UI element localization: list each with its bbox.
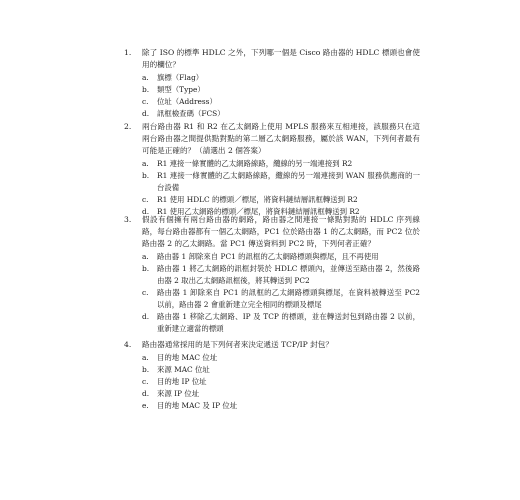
question-4 xyxy=(124,339,420,412)
option-letter: a. xyxy=(142,252,149,261)
options-list xyxy=(142,352,420,412)
option-text: 路由器 1 將乙太網路的訊框封裝於 HDLC 標頭內，並傳送至路由器 2，然後路由器 2 取出乙太網路訊框後，將其轉送到 PC2 xyxy=(157,264,420,285)
option-item xyxy=(142,388,420,400)
option-letter: a. xyxy=(142,73,149,82)
option-item xyxy=(142,364,420,376)
option-text: R1 連接一條實體的乙太網路線路，纜線的另一端連接到 WAN 服務供應商的一台設備 xyxy=(157,171,420,192)
option-text: 目的地 MAC 位址 xyxy=(157,353,218,362)
option-letter: d. xyxy=(142,109,150,118)
option-text: R1 使用乙太網路的標頭／標尾，將資料鏈結層訊框轉送到 R2 xyxy=(157,207,360,216)
option-item xyxy=(142,170,420,194)
option-item xyxy=(142,194,420,206)
question-3 xyxy=(124,214,420,335)
question-number: 2. xyxy=(124,122,132,131)
option-item xyxy=(142,352,420,364)
option-text: 路由器 1 卸除來自 PC1 的訊框的乙太網路標頭與標尾，且不再使用 xyxy=(157,252,379,261)
option-text: R1 使用 HDLC 的標頭／標尾，將資料鏈結層訊框轉送到 R2 xyxy=(157,195,358,204)
option-item xyxy=(142,108,420,120)
question-1 xyxy=(124,47,420,120)
option-letter: b. xyxy=(142,171,150,180)
option-text: 路由器 1 移除乙太網路、IP 及 TCP 的標頭，並在轉送封包到路由器 2 以前，重新建立適當的標頭 xyxy=(157,312,420,333)
option-text: 來源 MAC 位址 xyxy=(157,365,210,374)
option-text: 目的地 IP 位址 xyxy=(157,377,207,386)
option-letter: b. xyxy=(142,85,150,94)
option-item xyxy=(142,84,420,96)
option-text: 來源 IP 位址 xyxy=(157,389,200,398)
options-list xyxy=(142,72,420,120)
options-list xyxy=(142,251,420,335)
option-text: 位址（Address） xyxy=(157,97,217,106)
option-text: R1 連接一條實體的乙太網路線路，纜線的另一端連接到 R2 xyxy=(157,159,353,168)
option-letter: a. xyxy=(142,353,149,362)
option-text: 路由器 1 卸除來自 PC1 的訊框的乙太網路標頭與標尾，在資料被轉送至 PC2 以前，路由器 2 會重新建立完全相同的標頭及標尾 xyxy=(157,288,420,309)
question-number: 4. xyxy=(124,340,132,349)
option-item xyxy=(142,287,420,311)
option-letter: a. xyxy=(142,159,149,168)
question-text: 路由器通常採用的是下列何者來決定遞送 TCP/IP 封包？ xyxy=(142,340,333,349)
option-item xyxy=(142,158,420,170)
option-letter: b. xyxy=(142,264,150,273)
question-text: 假設有個擁有兩台路由器的網路，路由器之間連接一條點對點的 HDLC 序列線路，每台路由器都有一個乙太網路，PC1 位於路由器 1 的乙太網路，而 PC2 位於路由器 2 的乙太網路。當 PC1 傳送資料到 PC2 時，下列何者正確？ xyxy=(142,215,420,248)
option-text: 類型（Type） xyxy=(157,85,205,94)
option-text: 目的地 MAC 及 IP 位址 xyxy=(157,401,238,410)
option-item xyxy=(142,251,420,263)
option-letter: d. xyxy=(142,389,150,398)
option-item xyxy=(142,263,420,287)
option-letter: d. xyxy=(142,207,150,216)
option-text: 訊框檢查碼（FCS） xyxy=(157,109,225,118)
option-item xyxy=(142,376,420,388)
option-letter: e. xyxy=(142,401,149,410)
question-number: 1. xyxy=(124,48,132,57)
question-text: 兩台路由器 R1 和 R2 在乙太網路上使用 MPLS 服務來互相連接，該服務只在這兩台路由器之間提供點對點的第二層乙太網路服務，屬於該 WAN，下列何者最有可能是正確的？（請選出 2 個答案） xyxy=(142,122,420,155)
option-item xyxy=(142,400,420,412)
option-letter: d. xyxy=(142,312,150,321)
question-2 xyxy=(124,121,420,218)
option-letter: c. xyxy=(142,377,149,386)
option-item xyxy=(142,72,420,84)
option-item xyxy=(142,96,420,108)
options-list xyxy=(142,158,420,218)
question-text: 除了 ISO 的標準 HDLC 之外，下列哪一個是 Cisco 路由器的 HDLC 標頭也會使用的欄位？ xyxy=(142,48,420,69)
option-letter: c. xyxy=(142,195,149,204)
option-letter: c. xyxy=(142,288,149,297)
option-text: 旗標（Flag） xyxy=(157,73,204,82)
option-letter: c. xyxy=(142,97,149,106)
option-item xyxy=(142,311,420,335)
question-number: 3. xyxy=(124,215,132,224)
option-letter: b. xyxy=(142,365,150,374)
